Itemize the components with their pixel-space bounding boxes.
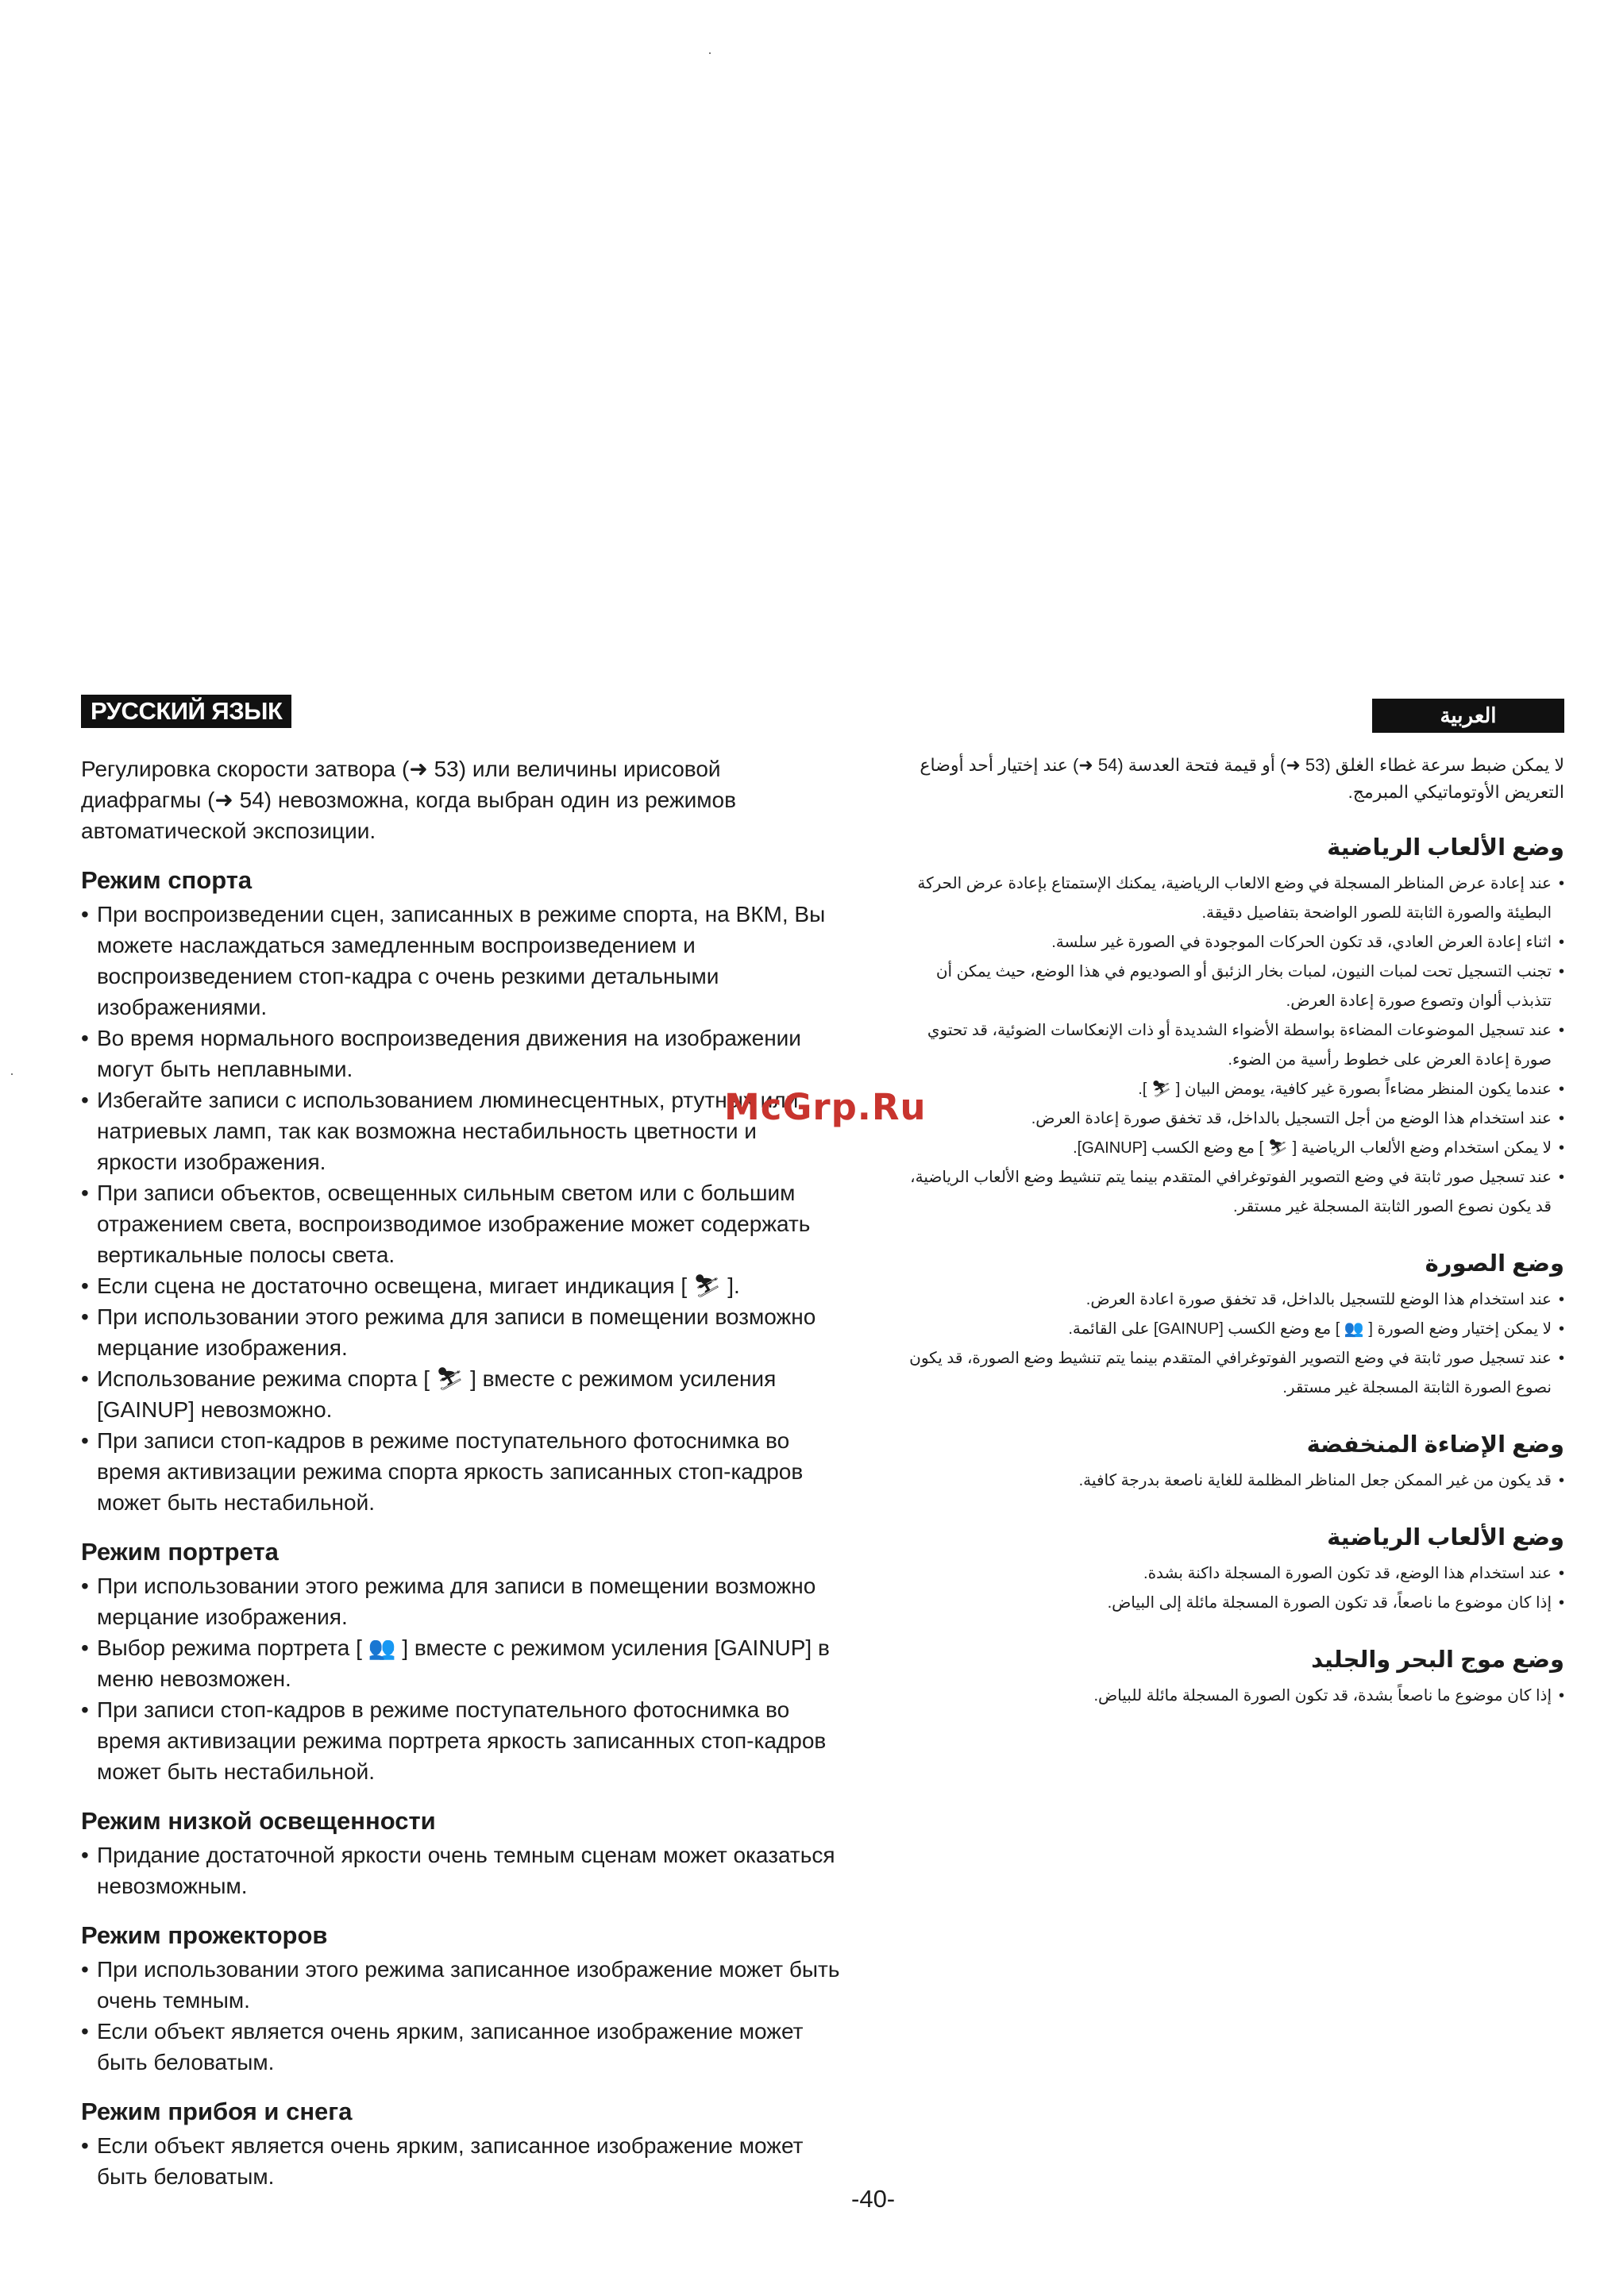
list-item: • Использование режима спорта [ ⛷ ] вместе с режимом усиления [GAINUP] невозможно. (81, 1366, 777, 1422)
list-item: • При записи стоп-кадров в режиме поступательного фотоснимка во время активизации режима спорта яркость записанных стоп-кадров может быть нестабильной. (81, 1428, 804, 1515)
bullet-list (81, 1839, 843, 1901)
list-item: • Во время нормального воспроизведения движения на изображении могут быть неплавными. (81, 1026, 801, 1081)
bullet-list (81, 1954, 843, 2078)
list-item: • تجنب التسجيل تحت لمبات النيون، لمبات بخار الزئبق أو الصوديوم في هذا الوضع، حيث يمكن أن تتذبذب ألوان وتصوع صورة إعادة العرض. (935, 963, 1564, 1010)
scan-speck (709, 52, 711, 54)
list-item: • Выбор режима портрета [ 👥 ] вместе с режимом усиления [GAINUP] в меню невозможен. (81, 1635, 830, 1691)
arabic-intro: لا يمكن ضبط سرعة غطاء الغلق (53 ➜) أو قيمة فتحة العدسة (54 ➜) عند إختيار أحد أوضاع التعريض الأوتوماتيكي المبرمج. (920, 755, 1564, 802)
section-surf-snow-mode-ar (905, 1643, 1564, 1711)
arabic-column (905, 699, 1564, 1711)
list-item: • При записи стоп-кадров в режиме поступательного фотоснимка во время активизации режима портрета яркость записанных стоп-кадров может быть нестабильной. (81, 1697, 827, 1784)
bullet-list (81, 1570, 843, 1787)
list-item: • إذا كان موضوع ما ناصعاً بشدة، قد تكون الصورة المسجلة مائلة للبياض. (1093, 1687, 1564, 1705)
list-item: • لا يمكن إختيار وضع الصورة [ 👥 ] مع وضع الكسب [GAINUP] على القائمة. (1068, 1320, 1564, 1338)
section-portrait-mode (81, 1535, 843, 1787)
section-title: Режим портрета (81, 1538, 279, 1566)
list-item: • عند إعادة عرض المناظر المسجلة في وضع الالعاب الرياضية، يمكنك الإستمتاع بإعادة عرض الحركة البطيئة والصورة الثابتة للصور الواضحة بتفاصيل دقيقة. (917, 875, 1564, 922)
watermark: McGrp.Ru (724, 1086, 927, 1128)
section-title: وضع موج البحر والجليد (1311, 1647, 1564, 1673)
list-item: • При использовании этого режима для записи в помещении возможно мерцание изображения. (81, 1304, 816, 1360)
section-title: Режим спорта (81, 866, 253, 894)
section-portrait-mode-ar (905, 1247, 1564, 1403)
list-item: • اثناء إعادة العرض العادي، قد تكون الحركات الموجودة في الصورة غير سلسة. (1051, 934, 1564, 951)
list-item: • Если объект является очень ярким, записанное изображение может быть беловатым. (81, 2019, 804, 2074)
section-low-light-mode (81, 1805, 843, 1901)
section-title: Режим низкой освещенности (81, 1807, 436, 1835)
list-item: • عند تسجيل صور ثابتة في وضع التصوير الفوتوغرافي المتقدم بينما يتم تنشيط وضع الصورة، قد يكون نصوع الصورة الثابتة المسجلة غير مستقر. (909, 1350, 1564, 1396)
list-item: • عند تسجيل صور ثابتة في وضع التصوير الفوتوغرافي المتقدم بينما يتم تنشيط وضع الألعاب الرياضية، قد يكون نصوع الصور الثابتة المسجلة غير مستقر. (910, 1169, 1564, 1215)
language-tag-arabic: العربية (1372, 699, 1564, 733)
bullet-list (905, 1466, 1564, 1496)
bullet-list (905, 1285, 1564, 1403)
bullet-list (905, 1559, 1564, 1618)
section-surf-snow-mode (81, 2095, 843, 2192)
russian-intro: Регулировка скорости затвора (➜ 53) или величины ирисовой диафрагмы (➜ 54) невозможна, когда выбран один из режимов автоматической экспозиции. (81, 757, 736, 843)
bullet-list (905, 869, 1564, 1222)
bullet-list (81, 2130, 843, 2192)
list-item: • عند استخدام هذا الوضع للتسجيل بالداخل، قد تخفق صورة اعادة العرض. (1085, 1291, 1564, 1308)
list-item: • لا يمكن استخدام وضع الألعاب الرياضية [ ⛷ ] مع وضع الكسب [GAINUP]. (1073, 1139, 1564, 1157)
section-low-light-mode-ar (905, 1428, 1564, 1496)
list-item: • عند تسجيل الموضوعات المضاءة بواسطة الأضواء الشديدة أو ذات الإنعكاسات الضوئية، قد تحتوي صورة إعادة العرض على خطوط رأسية من الضوء. (927, 1022, 1564, 1069)
list-item: • إذا كان موضوع ما ناصعاً، قد تكون الصورة المسجلة مائلة إلى البياض. (1107, 1594, 1564, 1612)
section-title: وضع الألعاب الرياضية (1327, 835, 1564, 861)
list-item: • При использовании этого режима записанное изображение может быть очень темным. (81, 1957, 840, 2013)
list-item: • عند استخدام هذا الوضع، قد تكون الصورة المسجلة داكنة بشدة. (1143, 1565, 1564, 1582)
list-item: • Придание достаточной яркости очень темным сценам может оказаться невозможным. (81, 1843, 835, 1898)
section-title: وضع الصورة (1425, 1251, 1564, 1277)
section-title: وضع الألعاب الرياضية (1327, 1525, 1564, 1551)
section-title: Режим прожекторов (81, 1921, 328, 1949)
list-item: • При воспроизведении сцен, записанных в режиме спорта, на ВКМ, Вы можете наслаждаться замедленным воспроизведением и воспроизведением стоп-кадра с очень резкими детальными изображениями. (81, 902, 826, 1019)
list-item: • Если объект является очень ярким, записанное изображение может быть беловатым. (81, 2133, 804, 2189)
list-item: • Избегайте записи с использованием люминесцентных, ртутных или натриевых ламп, так как возможна нестабильность цветности и яркости изображения. (81, 1088, 799, 1174)
section-title: وضع الإضاءة المنخفضة (1306, 1432, 1564, 1458)
russian-column (81, 695, 843, 2192)
bullet-list (81, 899, 843, 1518)
section-sports-mode-2-ar (905, 1521, 1564, 1618)
list-item: • عندما يكون المنظر مضاءاً بصورة غير كافية، يومض البيان [ ⛷ ]. (1138, 1081, 1564, 1098)
list-item: • При записи объектов, освещенных сильным светом или с большим отражением света, воспроизводимое изображение может содержать вертикальные полосы света. (81, 1181, 811, 1267)
page-number: -40- (851, 2185, 896, 2213)
section-sports-mode-ar (905, 831, 1564, 1222)
section-title: Режим прибоя и снега (81, 2098, 353, 2125)
list-item: • Если сцена не достаточно освещена, мигает индикация [ ⛷ ]. (81, 1273, 740, 1298)
list-item: • عند استخدام هذا الوضع من أجل التسجيل بالداخل، قد تخفق صورة إعادة العرض. (1031, 1110, 1564, 1127)
section-sports-mode (81, 864, 843, 1518)
section-spotlight-mode (81, 1919, 843, 2078)
language-tag-russian: РУССКИЙ ЯЗЫК (81, 695, 291, 728)
scan-speck (11, 1073, 13, 1075)
list-item: • При использовании этого режима для записи в помещении возможно мерцание изображения. (81, 1574, 816, 1629)
bullet-list (905, 1682, 1564, 1711)
list-item: • قد يكون من غير الممكن جعل المناظر المظلمة للغاية ناصعة بدرجة كافية. (1078, 1472, 1564, 1489)
